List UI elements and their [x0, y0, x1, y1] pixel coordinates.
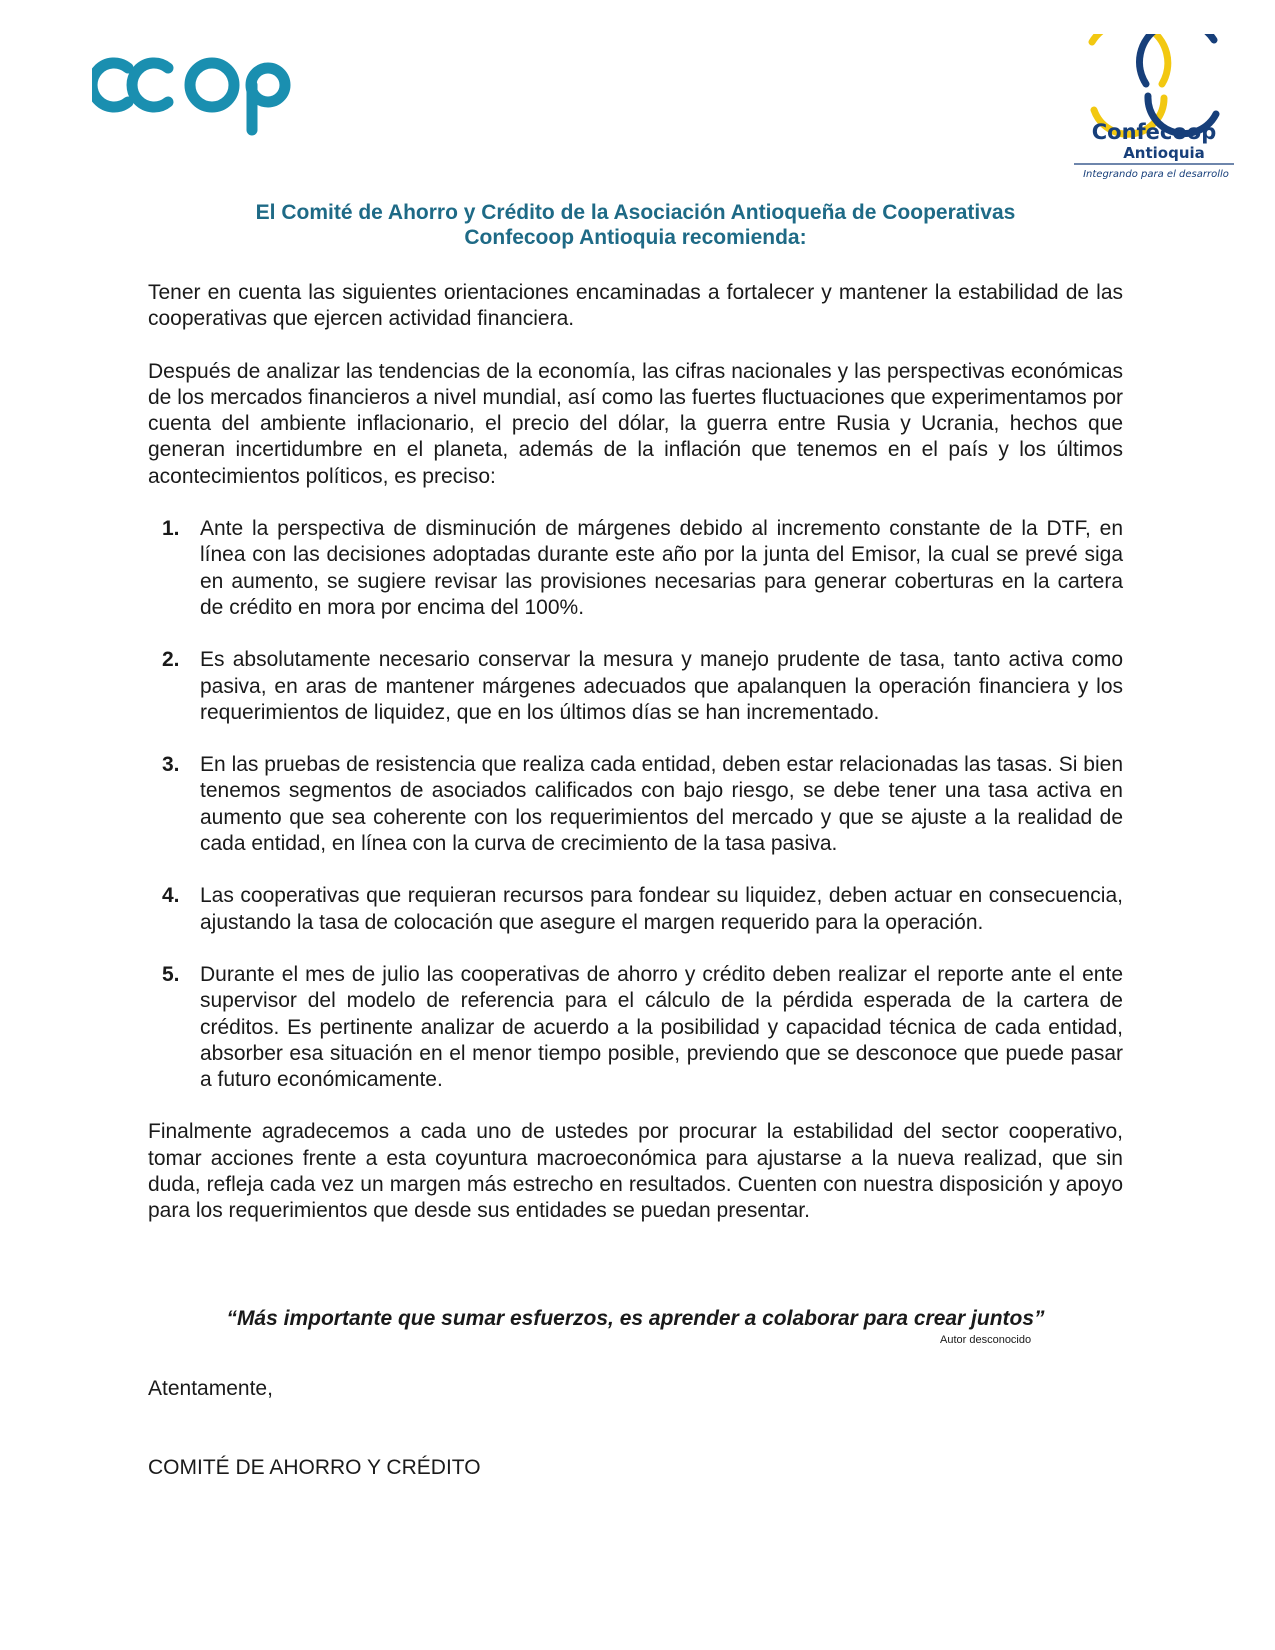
list-item	[148, 962, 1123, 1093]
list-item	[148, 647, 1123, 726]
document-body	[148, 280, 1123, 1225]
list-item	[148, 752, 1123, 857]
closing-paragraph: Finalmente agradecemos a cada uno de ustedes por procurar la estabilidad del sector cooperativo, tomar acciones frente a esta coyuntura macroeconómica para ajustarse a la nueva realizad, que sin duda, refleja cada vez un margen más estrecho en resultados. Cuenten con nuestra disposición y apoyo para los requerimientos que desde sus entidades se puedan presentar.	[148, 1120, 1123, 1223]
confecoop-name: Confecoop	[1091, 120, 1217, 144]
quote-text: “Más importante que sumar esfuerzos, es aprender a colaborar para crear juntos”	[226, 1307, 1045, 1330]
list-text: Ante la perspectiva de disminución de márgenes debido al incremento constante de la DTF, en línea con las decisiones adoptadas durante este año por la junta del Emisor, la cual se prevé siga en aumento, se sugiere revisar las provisiones necesarias para generar coberturas en la cartera de crédito en mora por encima del 100%.	[200, 517, 1123, 619]
context-paragraph: Después de analizar las tendencias de la economía, las cifras nacionales y las perspectivas económicas de los mercados financieros a nivel mundial, así como las fuertes fluctuaciones que experimentamos por cuenta del ambiente inflacionario, el precio del dólar, la guerra entre Rusia y Ucrania, hechos que generan incertidumbre en el planeta, además de la inflación que tenemos en el país y los últimos acontecimientos políticos, es preciso:	[148, 359, 1123, 488]
recommendations-list	[148, 516, 1123, 1093]
list-text: En las pruebas de resistencia que realiza cada entidad, deben estar relacionadas las tasas. Si bien tenemos segmentos de asociados calificados con bajo riesgo, se debe tener una tasa activa en aumento que sea coherente con los requerimientos del mercado y que se ajuste a la realidad de cada entidad, en línea con la curva de crecimiento de la tasa pasiva.	[200, 753, 1123, 856]
list-text: Es absolutamente necesario conservar la mesura y manejo prudente de tasa, tanto activa como pasiva, en aras de mantener márgenes adecuados que apalanquen la operación financiera y los requerimientos de liquidez, que en los últimos días se han incrementado.	[200, 648, 1123, 724]
list-text: Las cooperativas que requieran recursos para fondear su liquidez, deben actuar en consecuencia, ajustando la tasa de colocación que asegure el margen requerido para la operación.	[200, 884, 1123, 934]
intro-paragraph: Tener en cuenta las siguientes orientaciones encaminadas a fortalecer y mantener la estabilidad de las cooperativas que ejercen actividad financiera.	[148, 281, 1123, 331]
list-text: Durante el mes de julio las cooperativas de ahorro y crédito deben realizar el reporte ante el ente supervisor del modelo de referencia para el cálculo de la pérdida esperada de la cartera de créditos. Es pertinente analizar de acuerdo a la posibilidad y capacidad técnica de cada entidad, absorber esa situación en el menor tiempo posible, previendo que se desconoce que puede pasar a futuro económicamente.	[200, 962, 1123, 1092]
confecoop-emblem-icon	[1064, 34, 1244, 190]
confecoop-antioquia-logo	[1064, 34, 1244, 190]
confecoop-tagline: Integrando para el desarrollo	[1083, 169, 1229, 180]
coop-logo	[92, 50, 292, 140]
title-line-1: El Comité de Ahorro y Crédito de la Asociación Antioqueña de Cooperativas	[255, 201, 1016, 224]
list-item	[148, 516, 1123, 621]
list-number: 5.	[162, 962, 180, 986]
title-line-2: Confecoop Antioquia recomienda:	[464, 226, 807, 249]
list-item	[148, 883, 1123, 936]
list-number: 3.	[162, 753, 180, 777]
document-title	[148, 200, 1123, 250]
list-number: 2.	[162, 648, 180, 672]
list-number: 4.	[162, 884, 180, 908]
closing-salutation: Atentamente,	[148, 1377, 273, 1400]
list-number: 1.	[162, 517, 180, 541]
confecoop-region: Antioquia	[1123, 144, 1205, 162]
signature: COMITÉ DE AHORRO Y CRÉDITO	[148, 1456, 481, 1479]
quote-author: Autor desconocido	[940, 1334, 1032, 1346]
